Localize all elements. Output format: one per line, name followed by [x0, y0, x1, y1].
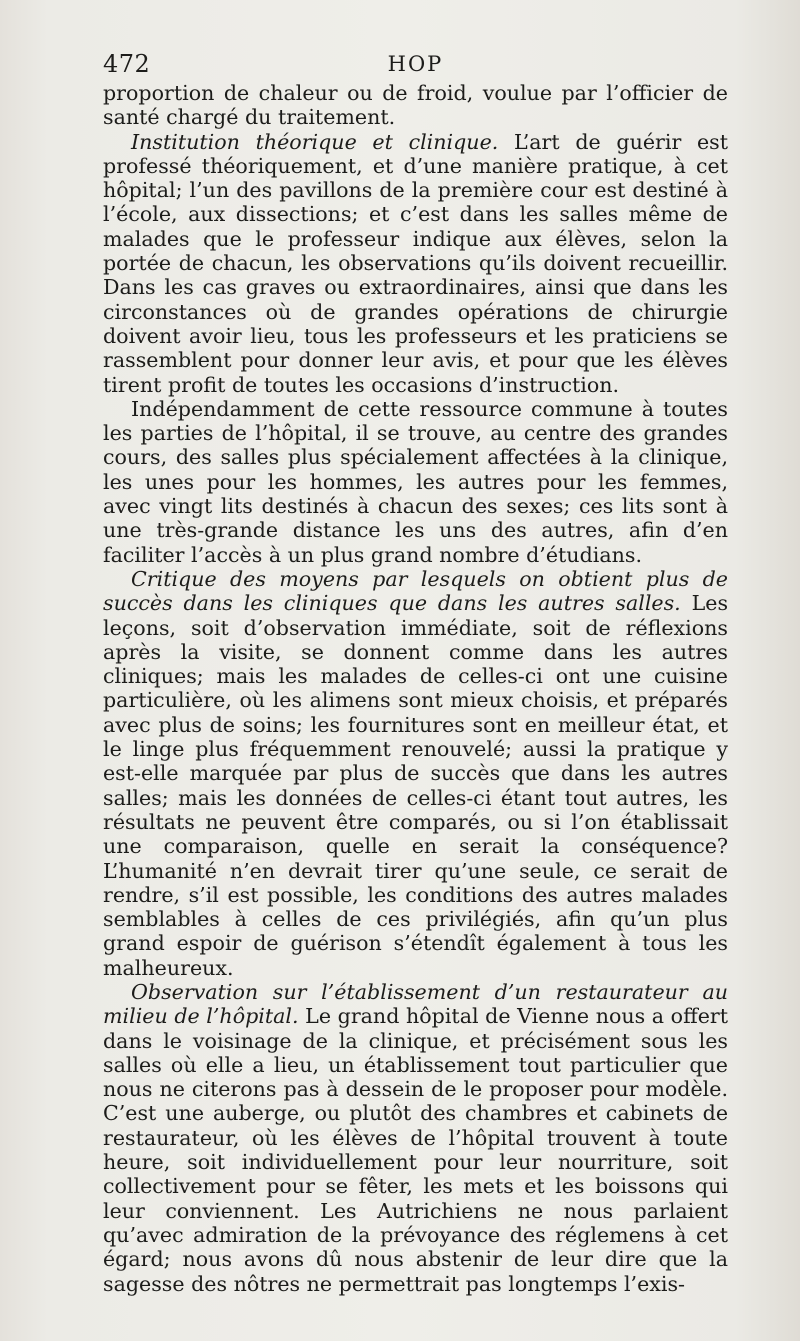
- paragraph-critique: [103, 567, 728, 980]
- paragraph-lead: Critique des moyens par lesquels on obtient plus de succès dans les cliniques que dans les autres salles.: [103, 566, 728, 616]
- paragraph-text: Indépendamment de cette ressource commune à toutes les parties de l’hôpital, il se trouve, au centre des grandes cours, des salles plus spécialement affectées à la clinique, les unes pour les hommes, les autres pour les femmes, avec vingt lits destinés à chacun des sexes; ces lits sont à une très-grande distance les uns des autres, afin d’en faciliter l’accès à un plus grand nombre d’étudians.: [103, 396, 728, 567]
- paragraph-institution: [103, 130, 728, 397]
- paragraph-continuation: [103, 81, 728, 130]
- page-number: 472: [103, 50, 151, 78]
- paragraph-text: L’art de guérir est professé théoriquement, et d’une manière pratique, à cet hôpital; l’un des pavillons de la première cour est destiné à l’école, aux dissections; et c’est dans les salles même de malades que le professeur indique aux élèves, selon la portée de chacun, les observations qu’ils doivent recueillir. Dans les cas graves ou extraordinaires, ainsi que dans les circonstances où de grandes opérations de chirurgie doivent avoir lieu, tous les professeurs et les praticiens se rassemblent pour donner leur avis, et pour que les élèves tirent profit de toutes les occasions d’instruction.: [103, 129, 729, 397]
- body-text: [103, 81, 728, 1296]
- running-head: HOP: [387, 52, 444, 76]
- paragraph-independamment: [103, 397, 728, 567]
- paragraph-text: proportion de chaleur ou de froid, voulue par l’officier de santé chargé du traitement.: [103, 81, 728, 130]
- page-header: [103, 50, 728, 78]
- paragraph-text: Les leçons, soit d’observation immédiate, soit de réflexions après la visite, se donnent comme dans les autres cliniques; mais les malades de celles-ci ont une cuisine particulière, où les alimens sont mieux choisis, et préparés avec plus de soins; les fournitures sont en meilleur état, et le linge plus fréquemment renouvelé; aussi la pratique y est-elle marquée par plus de succès que dans les autres salles; mais les données de celles-ci étant tout autres, les résultats ne peuvent être comparés, ou si l’on établissait une comparaison, quelle en serait la conséquence? L’humanité n’en devrait tirer qu’une seule, ce serait de rendre, s’il est possible, les conditions des autres malades semblables à celles de ces privilégiés, afin qu’un plus grand espoir de guérison s’étendît également à tous les malheureux.: [103, 591, 729, 980]
- paragraph-text: Le grand hôpital de Vienne nous a offert dans le voisinage de la clinique, et précisément sous les salles où elle a lieu, un établissement tout particulier que nous ne citerons pas à dessein de le proposer pour modèle. C’est une auberge, ou plutôt des chambres et cabinets de restaurateur, où les élèves de l’hôpital trouvent à toute heure, soit individuellement pour leur nourriture, soit collectivement pour se fêter, les mets et les boissons qui leur conviennent. Les Autrichiens ne nous parlaient qu’avec admiration de la prévoyance des réglemens à cet égard; nous avons dû nous abstenir de leur dire que la sagesse des nôtres ne permettrait pas longtemps l’exis-: [103, 1004, 729, 1296]
- paragraph-lead: Institution théorique et clinique.: [131, 129, 499, 154]
- paragraph-observation: [103, 980, 728, 1296]
- paragraph-lead: Observation sur l’établissement d’un restaurateur au milieu de l’hôpital.: [103, 979, 728, 1029]
